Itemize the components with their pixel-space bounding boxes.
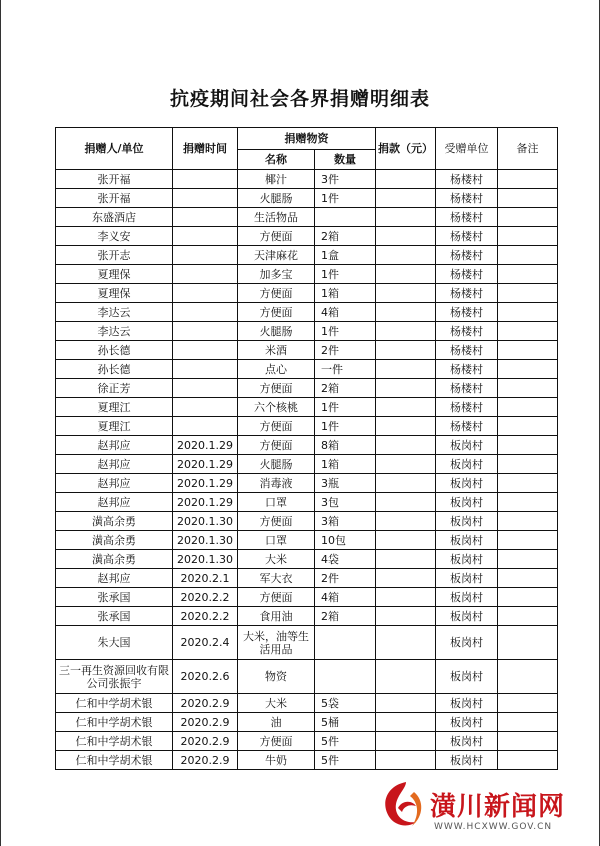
cell-goods-qty: 2件 (315, 569, 376, 588)
cell-recipient: 板岗村 (436, 474, 498, 493)
table-row (56, 512, 558, 531)
cell-recipient: 杨楼村 (436, 379, 498, 398)
cell-donor: 赵邦应 (56, 455, 173, 474)
table-row (56, 493, 558, 512)
cell-remark (498, 284, 558, 303)
cell-donor: 夏理保 (56, 284, 173, 303)
cell-donor: 张开志 (56, 246, 173, 265)
watermark-name: 潢川新闻网 (430, 792, 566, 822)
header-time: 捐赠时间 (173, 128, 238, 170)
cell-remark (498, 751, 558, 770)
cell-recipient: 板岗村 (436, 751, 498, 770)
cell-money (376, 588, 436, 607)
cell-recipient: 板岗村 (436, 588, 498, 607)
cell-goods-qty: 5袋 (315, 694, 376, 713)
cell-donor: 三一再生资源回收有限公司张振宇 (56, 660, 173, 694)
donation-table (55, 127, 558, 770)
table-row (56, 474, 558, 493)
cell-money (376, 303, 436, 322)
cell-goods-qty: 10包 (315, 531, 376, 550)
cell-goods-name: 方便面 (238, 303, 315, 322)
table-row (56, 227, 558, 246)
cell-goods-name: 方便面 (238, 417, 315, 436)
cell-donor: 张开福 (56, 189, 173, 208)
header-recipient: 受赠单位 (436, 128, 498, 170)
cell-remark (498, 265, 558, 284)
cell-recipient: 板岗村 (436, 660, 498, 694)
cell-time: 2020.1.29 (173, 455, 238, 474)
cell-recipient: 板岗村 (436, 531, 498, 550)
cell-recipient: 杨楼村 (436, 246, 498, 265)
cell-goods-qty: 5件 (315, 751, 376, 770)
table-row (56, 436, 558, 455)
cell-money (376, 341, 436, 360)
cell-recipient: 板岗村 (436, 626, 498, 660)
cell-remark (498, 189, 558, 208)
cell-goods-qty: 2箱 (315, 607, 376, 626)
cell-goods-name: 火腿肠 (238, 322, 315, 341)
cell-money (376, 493, 436, 512)
cell-money (376, 474, 436, 493)
cell-recipient: 板岗村 (436, 436, 498, 455)
cell-donor: 赵邦应 (56, 474, 173, 493)
cell-goods-name: 方便面 (238, 588, 315, 607)
cell-remark (498, 531, 558, 550)
cell-remark (498, 455, 558, 474)
cell-goods-qty: 2箱 (315, 227, 376, 246)
cell-time (173, 303, 238, 322)
cell-remark (498, 170, 558, 189)
cell-remark (498, 474, 558, 493)
cell-recipient: 杨楼村 (436, 170, 498, 189)
table-row (56, 170, 558, 189)
cell-goods-qty: 1件 (315, 189, 376, 208)
cell-recipient: 杨楼村 (436, 360, 498, 379)
cell-goods-name: 物资 (238, 660, 315, 694)
cell-recipient: 板岗村 (436, 512, 498, 531)
cell-goods-qty (315, 208, 376, 227)
swirl-logo-icon (376, 778, 428, 834)
cell-remark (498, 512, 558, 531)
cell-goods-name: 方便面 (238, 227, 315, 246)
table-row (56, 588, 558, 607)
table-row (56, 626, 558, 660)
table-row (56, 208, 558, 227)
cell-time (173, 246, 238, 265)
cell-remark (498, 379, 558, 398)
cell-remark (498, 436, 558, 455)
table-header-row (56, 128, 558, 150)
cell-goods-name: 方便面 (238, 732, 315, 751)
cell-goods-qty: 3箱 (315, 512, 376, 531)
cell-goods-name: 方便面 (238, 284, 315, 303)
cell-recipient: 杨楼村 (436, 398, 498, 417)
cell-recipient: 杨楼村 (436, 208, 498, 227)
cell-money (376, 436, 436, 455)
cell-money (376, 607, 436, 626)
cell-remark (498, 208, 558, 227)
cell-donor: 孙长德 (56, 341, 173, 360)
cell-time (173, 360, 238, 379)
cell-time: 2020.2.2 (173, 607, 238, 626)
cell-money (376, 550, 436, 569)
cell-money (376, 284, 436, 303)
cell-goods-qty: 4箱 (315, 588, 376, 607)
cell-donor: 夏理保 (56, 265, 173, 284)
cell-remark (498, 303, 558, 322)
cell-remark (498, 626, 558, 660)
cell-recipient: 板岗村 (436, 493, 498, 512)
cell-donor: 仁和中学胡术银 (56, 713, 173, 732)
cell-goods-qty: 5桶 (315, 713, 376, 732)
cell-remark (498, 493, 558, 512)
cell-goods-name: 生活物品 (238, 208, 315, 227)
cell-donor: 夏理江 (56, 398, 173, 417)
table-row (56, 379, 558, 398)
header-money: 捐款（元） (376, 128, 436, 170)
cell-goods-qty: 1件 (315, 398, 376, 417)
cell-recipient: 杨楼村 (436, 284, 498, 303)
cell-donor: 李义安 (56, 227, 173, 246)
header-goods-name: 名称 (238, 150, 315, 170)
cell-goods-name: 火腿肠 (238, 189, 315, 208)
cell-remark (498, 550, 558, 569)
table-row (56, 531, 558, 550)
cell-money (376, 732, 436, 751)
cell-donor: 赵邦应 (56, 493, 173, 512)
table-row (56, 751, 558, 770)
cell-recipient: 杨楼村 (436, 303, 498, 322)
cell-recipient: 杨楼村 (436, 417, 498, 436)
cell-recipient: 杨楼村 (436, 341, 498, 360)
table-row (56, 660, 558, 694)
cell-money (376, 569, 436, 588)
header-donor: 捐赠人/单位 (56, 128, 173, 170)
cell-time: 2020.1.29 (173, 474, 238, 493)
cell-remark (498, 732, 558, 751)
cell-donor: 仁和中学胡术银 (56, 732, 173, 751)
cell-goods-qty: 8箱 (315, 436, 376, 455)
cell-money (376, 417, 436, 436)
cell-time (173, 208, 238, 227)
cell-goods-name: 六个核桃 (238, 398, 315, 417)
cell-goods-name: 加多宝 (238, 265, 315, 284)
table-row (56, 713, 558, 732)
cell-time: 2020.1.30 (173, 512, 238, 531)
cell-money (376, 170, 436, 189)
table-row (56, 189, 558, 208)
cell-time (173, 284, 238, 303)
cell-time (173, 379, 238, 398)
table-row (56, 360, 558, 379)
cell-time (173, 170, 238, 189)
cell-time: 2020.1.29 (173, 436, 238, 455)
cell-money (376, 751, 436, 770)
cell-goods-name: 天津麻花 (238, 246, 315, 265)
cell-goods-qty: 3包 (315, 493, 376, 512)
table-row (56, 417, 558, 436)
cell-goods-qty (315, 626, 376, 660)
cell-money (376, 626, 436, 660)
cell-goods-name: 食用油 (238, 607, 315, 626)
cell-goods-name: 大米，油等生活用品 (238, 626, 315, 660)
cell-goods-qty: 5件 (315, 732, 376, 751)
cell-goods-qty: 1件 (315, 265, 376, 284)
cell-goods-name: 消毒液 (238, 474, 315, 493)
cell-goods-qty: 1箱 (315, 284, 376, 303)
cell-donor: 张开福 (56, 170, 173, 189)
table-row (56, 341, 558, 360)
cell-recipient: 板岗村 (436, 713, 498, 732)
cell-time: 2020.2.9 (173, 694, 238, 713)
table-row (56, 694, 558, 713)
cell-goods-name: 椰汁 (238, 170, 315, 189)
cell-time: 2020.2.9 (173, 732, 238, 751)
cell-goods-qty: 一件 (315, 360, 376, 379)
cell-remark (498, 341, 558, 360)
cell-time (173, 398, 238, 417)
cell-goods-name: 方便面 (238, 379, 315, 398)
cell-remark (498, 607, 558, 626)
cell-donor: 李达云 (56, 303, 173, 322)
cell-remark (498, 660, 558, 694)
cell-time: 2020.2.2 (173, 588, 238, 607)
cell-remark (498, 417, 558, 436)
cell-donor: 潢高余勇 (56, 512, 173, 531)
cell-recipient: 板岗村 (436, 732, 498, 751)
cell-goods-qty: 3瓶 (315, 474, 376, 493)
table-row (56, 284, 558, 303)
cell-time: 2020.2.1 (173, 569, 238, 588)
cell-donor: 夏理江 (56, 417, 173, 436)
page-border-left (0, 0, 1, 846)
cell-donor: 张承国 (56, 588, 173, 607)
cell-recipient: 板岗村 (436, 694, 498, 713)
table-row (56, 455, 558, 474)
cell-recipient: 板岗村 (436, 455, 498, 474)
cell-remark (498, 227, 558, 246)
cell-money (376, 398, 436, 417)
cell-goods-qty (315, 660, 376, 694)
header-remark: 备注 (498, 128, 558, 170)
cell-money (376, 265, 436, 284)
cell-time (173, 322, 238, 341)
cell-recipient: 板岗村 (436, 550, 498, 569)
table-row (56, 607, 558, 626)
cell-donor: 孙长德 (56, 360, 173, 379)
cell-goods-name: 油 (238, 713, 315, 732)
cell-goods-qty: 4袋 (315, 550, 376, 569)
cell-money (376, 246, 436, 265)
cell-donor: 李达云 (56, 322, 173, 341)
table-row (56, 550, 558, 569)
cell-time: 2020.2.9 (173, 713, 238, 732)
cell-remark (498, 246, 558, 265)
cell-goods-name: 方便面 (238, 436, 315, 455)
cell-goods-name: 方便面 (238, 512, 315, 531)
cell-time (173, 341, 238, 360)
cell-remark (498, 569, 558, 588)
header-goods: 捐赠物资 (238, 128, 376, 150)
cell-recipient: 板岗村 (436, 569, 498, 588)
cell-goods-qty: 1盒 (315, 246, 376, 265)
cell-goods-qty: 2件 (315, 341, 376, 360)
cell-donor: 赵邦应 (56, 436, 173, 455)
cell-money (376, 713, 436, 732)
cell-remark (498, 694, 558, 713)
cell-donor: 潢高余勇 (56, 550, 173, 569)
cell-goods-qty: 4箱 (315, 303, 376, 322)
cell-recipient: 板岗村 (436, 607, 498, 626)
cell-remark (498, 588, 558, 607)
cell-donor: 东盛酒店 (56, 208, 173, 227)
cell-time: 2020.2.4 (173, 626, 238, 660)
cell-remark (498, 322, 558, 341)
cell-money (376, 189, 436, 208)
cell-time: 2020.2.9 (173, 751, 238, 770)
cell-money (376, 208, 436, 227)
cell-goods-name: 牛奶 (238, 751, 315, 770)
cell-remark (498, 713, 558, 732)
cell-remark (498, 398, 558, 417)
cell-time: 2020.1.30 (173, 531, 238, 550)
cell-recipient: 杨楼村 (436, 322, 498, 341)
cell-money (376, 531, 436, 550)
cell-goods-name: 口罩 (238, 531, 315, 550)
cell-money (376, 379, 436, 398)
cell-goods-name: 火腿肠 (238, 455, 315, 474)
cell-goods-qty: 1件 (315, 417, 376, 436)
cell-money (376, 360, 436, 379)
cell-donor: 仁和中学胡术银 (56, 751, 173, 770)
cell-remark (498, 360, 558, 379)
table-row (56, 569, 558, 588)
cell-time (173, 417, 238, 436)
cell-goods-qty: 1箱 (315, 455, 376, 474)
cell-money (376, 694, 436, 713)
cell-donor: 赵邦应 (56, 569, 173, 588)
cell-money (376, 322, 436, 341)
cell-time: 2020.1.29 (173, 493, 238, 512)
cell-money (376, 455, 436, 474)
cell-goods-name: 米酒 (238, 341, 315, 360)
table-row (56, 398, 558, 417)
watermark-url: WWW.HCXWW.GOV.CN (434, 822, 553, 832)
table-row (56, 303, 558, 322)
cell-donor: 张承国 (56, 607, 173, 626)
cell-money (376, 227, 436, 246)
cell-goods-name: 军大衣 (238, 569, 315, 588)
cell-donor: 徐正芳 (56, 379, 173, 398)
cell-time (173, 265, 238, 284)
header-goods-qty: 数量 (315, 150, 376, 170)
cell-money (376, 660, 436, 694)
table-row (56, 732, 558, 751)
cell-goods-name: 点心 (238, 360, 315, 379)
cell-goods-qty: 2箱 (315, 379, 376, 398)
cell-donor: 朱大国 (56, 626, 173, 660)
cell-goods-name: 大米 (238, 550, 315, 569)
cell-donor: 仁和中学胡术银 (56, 694, 173, 713)
cell-time (173, 227, 238, 246)
cell-goods-qty: 1件 (315, 322, 376, 341)
cell-money (376, 512, 436, 531)
table-row (56, 246, 558, 265)
cell-goods-name: 口罩 (238, 493, 315, 512)
cell-recipient: 杨楼村 (436, 189, 498, 208)
page-title: 抗疫期间社会各界捐赠明细表 (169, 88, 430, 110)
cell-goods-name: 大米 (238, 694, 315, 713)
cell-recipient: 杨楼村 (436, 265, 498, 284)
cell-recipient: 杨楼村 (436, 227, 498, 246)
table-row (56, 322, 558, 341)
cell-donor: 潢高余勇 (56, 531, 173, 550)
cell-time (173, 189, 238, 208)
cell-goods-qty: 3件 (315, 170, 376, 189)
watermark-logo (376, 778, 576, 838)
cell-time: 2020.1.30 (173, 550, 238, 569)
table-row (56, 265, 558, 284)
cell-time: 2020.2.6 (173, 660, 238, 694)
